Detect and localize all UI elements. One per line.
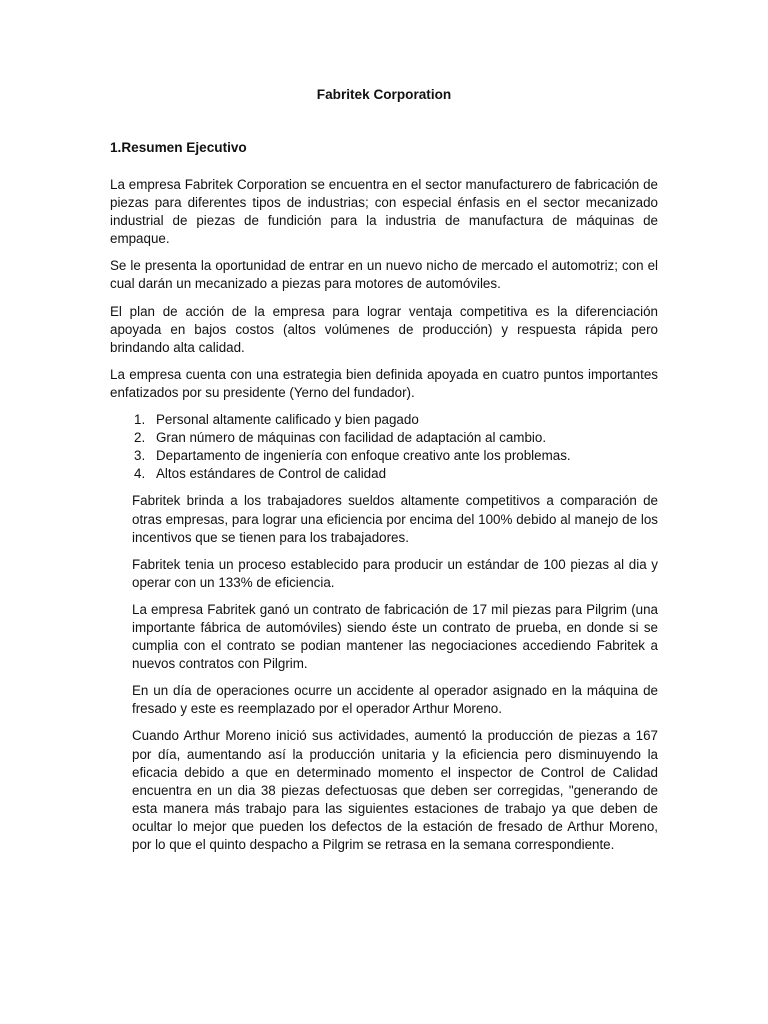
paragraph: En un día de operaciones ocurre un accidente al operador asignado en la máquina de fresado y este es reemplazado por el operador Arthur Moreno.	[132, 683, 658, 717]
list-item-number: 3.	[134, 448, 146, 464]
list-item	[110, 447, 658, 465]
list-item	[110, 411, 658, 429]
paragraph: El plan de acción de la empresa para lograr ventaja competitiva es la diferenciación apoyada en bajos costos (altos volúmenes de producción) y respuesta rápida pero brindando alta calidad.	[110, 303, 658, 355]
paragraph: Fabritek brinda a los trabajadores sueldos altamente competitivos a comparación de otras empresas, para lograr una eficiencia por encima del 100% debido al manejo de los incentivos que se tienen para los trabajadores.	[132, 493, 658, 545]
list-item-text: Departamento de ingeniería con enfoque creativo ante los problemas.	[156, 448, 571, 464]
section-heading: 1.Resumen Ejecutivo	[110, 140, 247, 155]
list-item-number: 1.	[134, 412, 146, 428]
list-item	[110, 465, 658, 483]
list-item-number: 2.	[134, 430, 146, 446]
list-item-text: Altos estándares de Control de calidad	[156, 466, 387, 482]
paragraph: La empresa Fabritek ganó un contrato de fabricación de 17 mil piezas para Pilgrim (una importante fábrica de automóviles) siendo éste un contrato de prueba, en donde si se cumplia con el contrato se podian mantener las negociaciones accediendo Fabritek a nuevos contratos con Pilgrim.	[132, 601, 658, 672]
paragraph: Fabritek tenia un proceso establecido para producir un estándar de 100 piezas al dia y operar con un 133% de eficiencia.	[132, 556, 658, 590]
document-body	[110, 176, 658, 863]
document-title: Fabritek Corporation	[316, 87, 452, 102]
list-item-text: Personal altamente calificado y bien pagado	[156, 412, 419, 428]
numbered-list	[110, 411, 658, 483]
paragraph: La empresa cuenta con una estrategia bien definida apoyada en cuatro puntos importantes enfatizados por su presidente (Yerno del fundador).	[110, 366, 658, 400]
paragraph: La empresa Fabritek Corporation se encuentra en el sector manufacturero de fabricación de piezas para diferentes tipos de industrias; con especial énfasis en el sector mecanizado industrial de piezas de fundición para la industria de manufactura de máquinas de empaque.	[110, 177, 658, 247]
indented-section	[132, 492, 658, 854]
paragraph: Cuando Arthur Moreno inició sus actividades, aumentó la producción de piezas a 167 por día, aumentando así la producción unitaria y la eficiencia pero disminuyendo la eficacia debido a que en determinado momento el inspector de Control de Calidad encuentra en un dia 38 piezas defectuosas que deben ser corregidas, "generando de esta manera más trabajo para las siguientes estaciones de trabajo ya que deben de ocultar lo mejor que pueden los defectos de la estación de fresado de Arthur Moreno, por lo que el quinto despacho a Pilgrim se retrasa en la semana correspondiente.	[132, 728, 658, 852]
list-item-number: 4.	[134, 466, 146, 482]
paragraph: Se le presenta la oportunidad de entrar en un nuevo nicho de mercado el automotriz; con el cual darán un mecanizado a piezas para motores de automóviles.	[110, 258, 658, 292]
list-item-text: Gran número de máquinas con facilidad de adaptación al cambio.	[156, 430, 547, 446]
list-item	[110, 429, 658, 447]
